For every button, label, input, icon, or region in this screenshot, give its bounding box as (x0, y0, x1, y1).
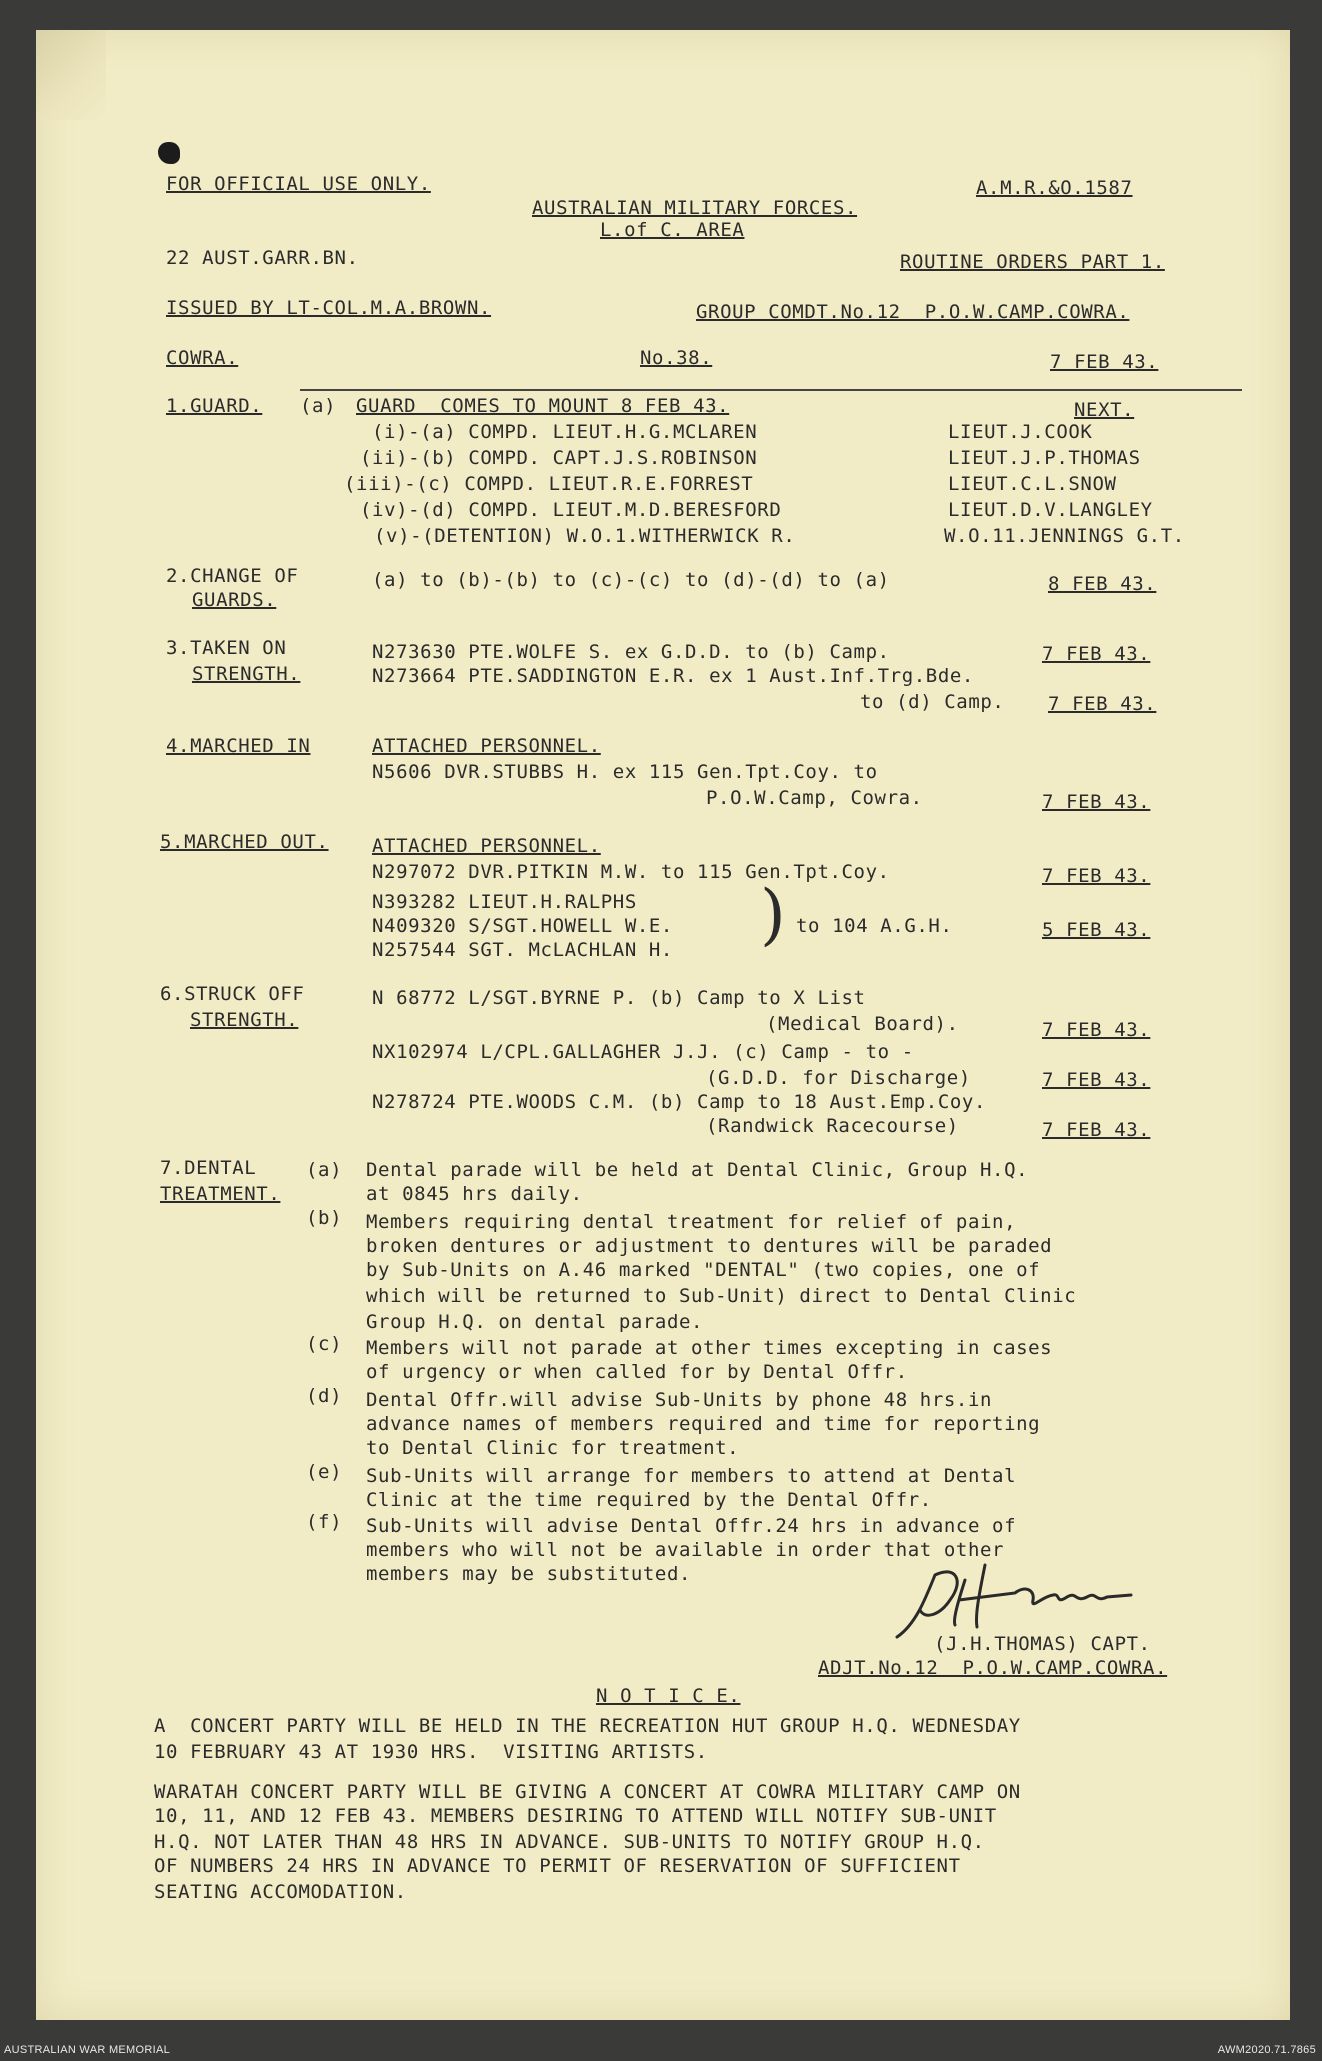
dental-item-e-label: (e) (306, 1461, 343, 1483)
dental-item-f-line-1: Sub-Units will advise Dental Offr.24 hrs in advance of (366, 1515, 1017, 1537)
struck-off-date-3: 7 FEB 43. (1042, 1119, 1151, 1141)
taken-on-date-1: 7 FEB 43. (1042, 643, 1151, 665)
change-guards-rotation: (a) to (b)-(b) to (c)-(c) to (d)-(d) to (a) (372, 569, 890, 591)
struck-off-line-3: NX102974 L/CPL.GALLAGHER J.J. (c) Camp - to - (372, 1041, 914, 1063)
dental-item-c-line-2: of urgency or when called for by Dental Offr. (366, 1361, 908, 1383)
guard-row-4: (iv)-(d) COMPD. LIEUT.M.D.BERESFORD (360, 499, 782, 521)
marched-out-date-1: 7 FEB 43. (1042, 865, 1151, 887)
dental-item-a-line-1: Dental parade will be held at Dental Clinic, Group H.Q. (366, 1159, 1029, 1181)
guard-row-2: (ii)-(b) COMPD. CAPT.J.S.ROBINSON (360, 447, 758, 469)
order-date: 7 FEB 43. (1050, 351, 1159, 373)
dental-item-c-line-1: Members will not parade at other times excepting in cases (366, 1337, 1053, 1359)
taken-on-line-1: N273630 PTE.WOLFE S. ex G.D.D. to (b) Camp. (372, 641, 890, 663)
marched-out-line-2: N393282 LIEUT.H.RALPHS (372, 891, 637, 913)
folded-corner (36, 30, 106, 120)
guard-row-1: (i)-(a) COMPD. LIEUT.H.G.MCLAREN (372, 421, 758, 443)
taken-on-heading-2: STRENGTH. (192, 663, 301, 685)
struck-off-line-1: N 68772 L/SGT.BYRNE P. (b) Camp to X List (372, 987, 866, 1009)
notice-para-1-line-1: A CONCERT PARTY WILL BE HELD IN THE RECREATION HUT GROUP H.Q. WEDNESDAY (154, 1715, 1021, 1737)
marched-in-heading: 4.MARCHED IN (166, 735, 311, 757)
issued-by: ISSUED BY LT-COL.M.A.BROWN. (166, 297, 492, 319)
guard-row-2-next: LIEUT.J.P.THOMAS (948, 447, 1141, 469)
marched-out-date-2: 5 FEB 43. (1042, 919, 1151, 941)
dental-item-c-label: (c) (306, 1333, 343, 1355)
marched-in-sub: ATTACHED PERSONNEL. (372, 735, 601, 757)
struck-off-line-5: N278724 PTE.WOODS C.M. (b) Camp to 18 Aust.Emp.Coy. (372, 1091, 986, 1113)
dental-item-e-line-2: Clinic at the time required by the Dental Offr. (366, 1489, 932, 1511)
signatory-name: (J.H.THOMAS) CAPT. (934, 1633, 1151, 1655)
guard-row-1-next: LIEUT.J.COOK (948, 421, 1093, 443)
dental-item-d-line-1: Dental Offr.will advise Sub-Units by phone 48 hrs.in (366, 1389, 993, 1411)
struck-off-date-1: 7 FEB 43. (1042, 1019, 1151, 1041)
notice-para-2-line-4: OF NUMBERS 24 HRS IN ADVANCE TO PERMIT OF RESERVATION OF SUFFICIENT (154, 1855, 961, 1877)
dental-item-b-line-5: Group H.Q. on dental parade. (366, 1311, 704, 1333)
dental-item-f-line-2: members who will not be available in order that other (366, 1539, 1005, 1561)
dental-item-b-label: (b) (306, 1207, 343, 1229)
forces-title: AUSTRALIAN MILITARY FORCES. (532, 197, 858, 219)
archive-credit: AUSTRALIAN WAR MEMORIAL (4, 2044, 171, 2056)
marched-out-destination: to 104 A.G.H. (796, 915, 953, 937)
marched-out-line-4: N257544 SGT. McLACHLAN H. (372, 939, 673, 961)
dental-heading-2: TREATMENT. (160, 1183, 281, 1205)
taken-on-date-3: 7 FEB 43. (1048, 693, 1157, 715)
dental-item-b-line-1: Members requiring dental treatment for relief of pain, (366, 1211, 1017, 1233)
place-label: COWRA. (166, 347, 239, 369)
taken-on-line-3: to (d) Camp. (860, 691, 1005, 713)
marched-out-brace: ) (760, 876, 786, 953)
guard-sub-label: (a) (300, 395, 337, 417)
struck-off-line-4: (G.D.D. for Discharge) (706, 1067, 971, 1089)
dental-item-f-line-3: members may be substituted. (366, 1563, 692, 1585)
marched-out-line-3: N409320 S/SGT.HOWELL W.E. (372, 915, 673, 937)
change-guards-heading-2: GUARDS. (192, 589, 277, 611)
dental-item-d-line-3: to Dental Clinic for treatment. (366, 1437, 740, 1459)
struck-off-line-2: (Medical Board). (766, 1013, 959, 1035)
dental-heading: 7.DENTAL (160, 1157, 257, 1179)
marched-out-heading: 5.MARCHED OUT. (160, 831, 329, 853)
archive-reference: AWM2020.71.7865 (1217, 2044, 1316, 2056)
notice-para-2-line-3: H.Q. NOT LATER THAN 48 HRS IN ADVANCE. SUB-UNITS TO NOTIFY GROUP H.Q. (154, 1831, 985, 1853)
routine-orders-title: ROUTINE ORDERS PART 1. (900, 251, 1165, 273)
dental-item-b-line-3: by Sub-Units on A.46 marked "DENTAL" (two copies, one of (366, 1259, 1041, 1281)
marched-in-line-1: N5606 DVR.STUBBS H. ex 115 Gen.Tpt.Coy. to (372, 761, 878, 783)
change-guards-date: 8 FEB 43. (1048, 573, 1157, 595)
taken-on-heading: 3.TAKEN ON (166, 637, 287, 659)
guard-row-5-next: W.O.11.JENNINGS G.T. (944, 525, 1185, 547)
group-commandant: GROUP COMDT.No.12 P.O.W.CAMP.COWRA. (696, 301, 1130, 323)
notice-para-2-line-5: SEATING ACCOMODATION. (154, 1881, 407, 1903)
area-title: L.of C. AREA (600, 219, 745, 241)
struck-off-heading-2: STRENGTH. (190, 1009, 299, 1031)
notice-para-2-line-2: 10, 11, AND 12 FEB 43. MEMBERS DESIRING TO ATTEND WILL NOTIFY SUB-UNIT (154, 1805, 997, 1827)
header-rule (300, 389, 1242, 391)
taken-on-line-2: N273664 PTE.SADDINGTON E.R. ex 1 Aust.Inf.Trg.Bde. (372, 665, 974, 687)
dental-item-d-label: (d) (306, 1385, 343, 1407)
guard-row-4-next: LIEUT.D.V.LANGLEY (948, 499, 1153, 521)
unit-label: 22 AUST.GARR.BN. (166, 247, 359, 269)
dental-item-d-line-2: advance names of members required and time for reporting (366, 1413, 1041, 1435)
dental-item-a-label: (a) (306, 1159, 343, 1181)
guard-heading: 1.GUARD. (166, 395, 263, 417)
guard-next-label: NEXT. (1074, 399, 1135, 421)
dental-item-f-label: (f) (306, 1511, 343, 1533)
guard-row-5: (v)-(DETENTION) W.O.1.WITHERWICK R. (374, 525, 796, 547)
change-guards-heading: 2.CHANGE OF (166, 565, 299, 587)
struck-off-line-6: (Randwick Racecourse) (706, 1115, 959, 1137)
notice-para-1-line-2: 10 FEBRUARY 43 AT 1930 HRS. VISITING ARTISTS. (154, 1741, 708, 1763)
marched-in-date: 7 FEB 43. (1042, 791, 1151, 813)
notice-heading: N O T I C E. (596, 1685, 741, 1707)
form-reference: A.M.R.&O.1587 (976, 177, 1133, 199)
dental-item-a-line-2: at 0845 hrs daily. (366, 1183, 583, 1205)
guard-row-3-next: LIEUT.C.L.SNOW (948, 473, 1117, 495)
dental-item-b-line-4: which will be returned to Sub-Unit) direct to Dental Clinic (366, 1285, 1077, 1307)
punch-hole (158, 142, 180, 164)
signatory-role: ADJT.No.12 P.O.W.CAMP.COWRA. (818, 1657, 1168, 1679)
struck-off-date-2: 7 FEB 43. (1042, 1069, 1151, 1091)
marched-in-line-2: P.O.W.Camp, Cowra. (706, 787, 923, 809)
guard-intro: GUARD COMES TO MOUNT 8 FEB 43. (356, 395, 730, 417)
notice-para-2-line-1: WARATAH CONCERT PARTY WILL BE GIVING A CONCERT AT COWRA MILITARY CAMP ON (154, 1781, 1021, 1803)
struck-off-heading: 6.STRUCK OFF (160, 983, 305, 1005)
dental-item-e-line-1: Sub-Units will arrange for members to attend at Dental (366, 1465, 1017, 1487)
order-number: No.38. (640, 347, 713, 369)
marched-out-sub: ATTACHED PERSONNEL. (372, 835, 601, 857)
official-use-label: FOR OFFICIAL USE ONLY. (166, 173, 431, 195)
guard-row-3: (iii)-(c) COMPD. LIEUT.R.E.FORREST (344, 473, 754, 495)
dental-item-b-line-2: broken dentures or adjustment to dentures will be paraded (366, 1235, 1053, 1257)
marched-out-line-1: N297072 DVR.PITKIN M.W. to 115 Gen.Tpt.Coy. (372, 861, 890, 883)
